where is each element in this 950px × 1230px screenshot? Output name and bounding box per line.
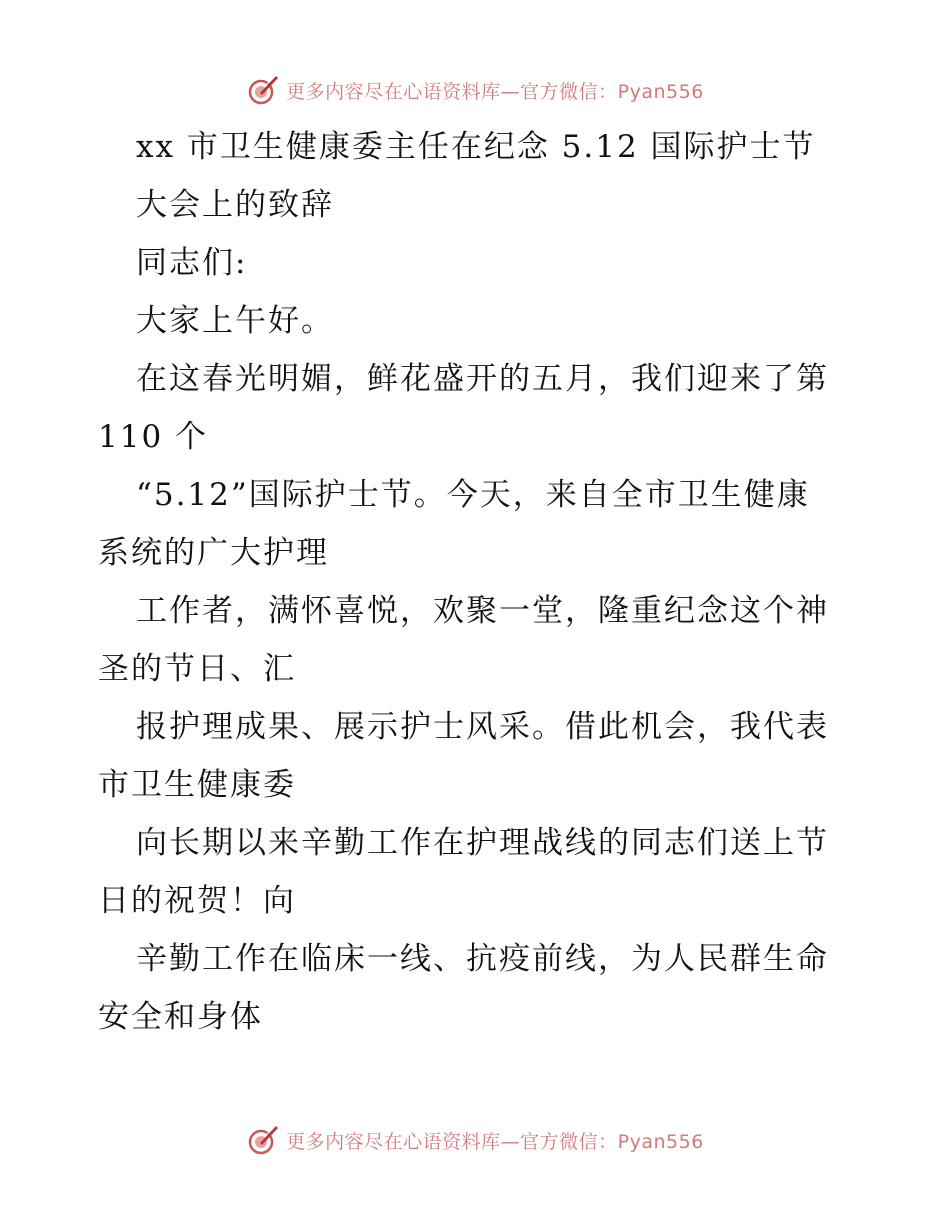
text-line: xx 市卫生健康委主任在纪念 5.12 国际护士节 xyxy=(136,129,816,165)
text-line: 工作者，满怀喜悦，欢聚一堂，隆重纪念这个神 xyxy=(136,593,829,629)
text-line: 安全和身体 xyxy=(98,999,263,1035)
text-line: 同志们: xyxy=(136,245,248,281)
document-body xyxy=(98,118,858,1046)
text-line: 系统的广大护理 xyxy=(98,535,329,571)
text-line: 大会上的致辞 xyxy=(136,187,334,223)
footer-watermark xyxy=(0,1120,950,1160)
text-line: 在这春光明媚，鲜花盛开的五月，我们迎来了第 xyxy=(136,361,829,397)
text-line: 向长期以来辛勤工作在护理战线的同志们送上节 xyxy=(136,825,829,861)
quill-seal-icon xyxy=(246,73,280,107)
text-line: 110 个 xyxy=(98,419,209,455)
text-line: 圣的节日、汇 xyxy=(98,651,296,687)
text-line: “5.12”国际护士节。今天，来自全市卫生健康 xyxy=(136,477,810,513)
text-line: 辛勤工作在临床一线、抗疫前线，为人民群生命 xyxy=(136,941,829,977)
header-watermark xyxy=(0,70,950,110)
watermark-text: 更多内容尽在心语资料库—官方微信：Pyan556 xyxy=(286,80,704,103)
quill-seal-icon xyxy=(246,1123,280,1157)
text-line: 日的祝贺！向 xyxy=(98,883,296,919)
text-line: 大家上午好。 xyxy=(136,303,334,339)
watermark-text: 更多内容尽在心语资料库—官方微信：Pyan556 xyxy=(286,1130,704,1153)
text-line: 报护理成果、展示护士风采。借此机会，我代表 xyxy=(136,709,829,745)
text-line: 市卫生健康委 xyxy=(98,767,296,803)
